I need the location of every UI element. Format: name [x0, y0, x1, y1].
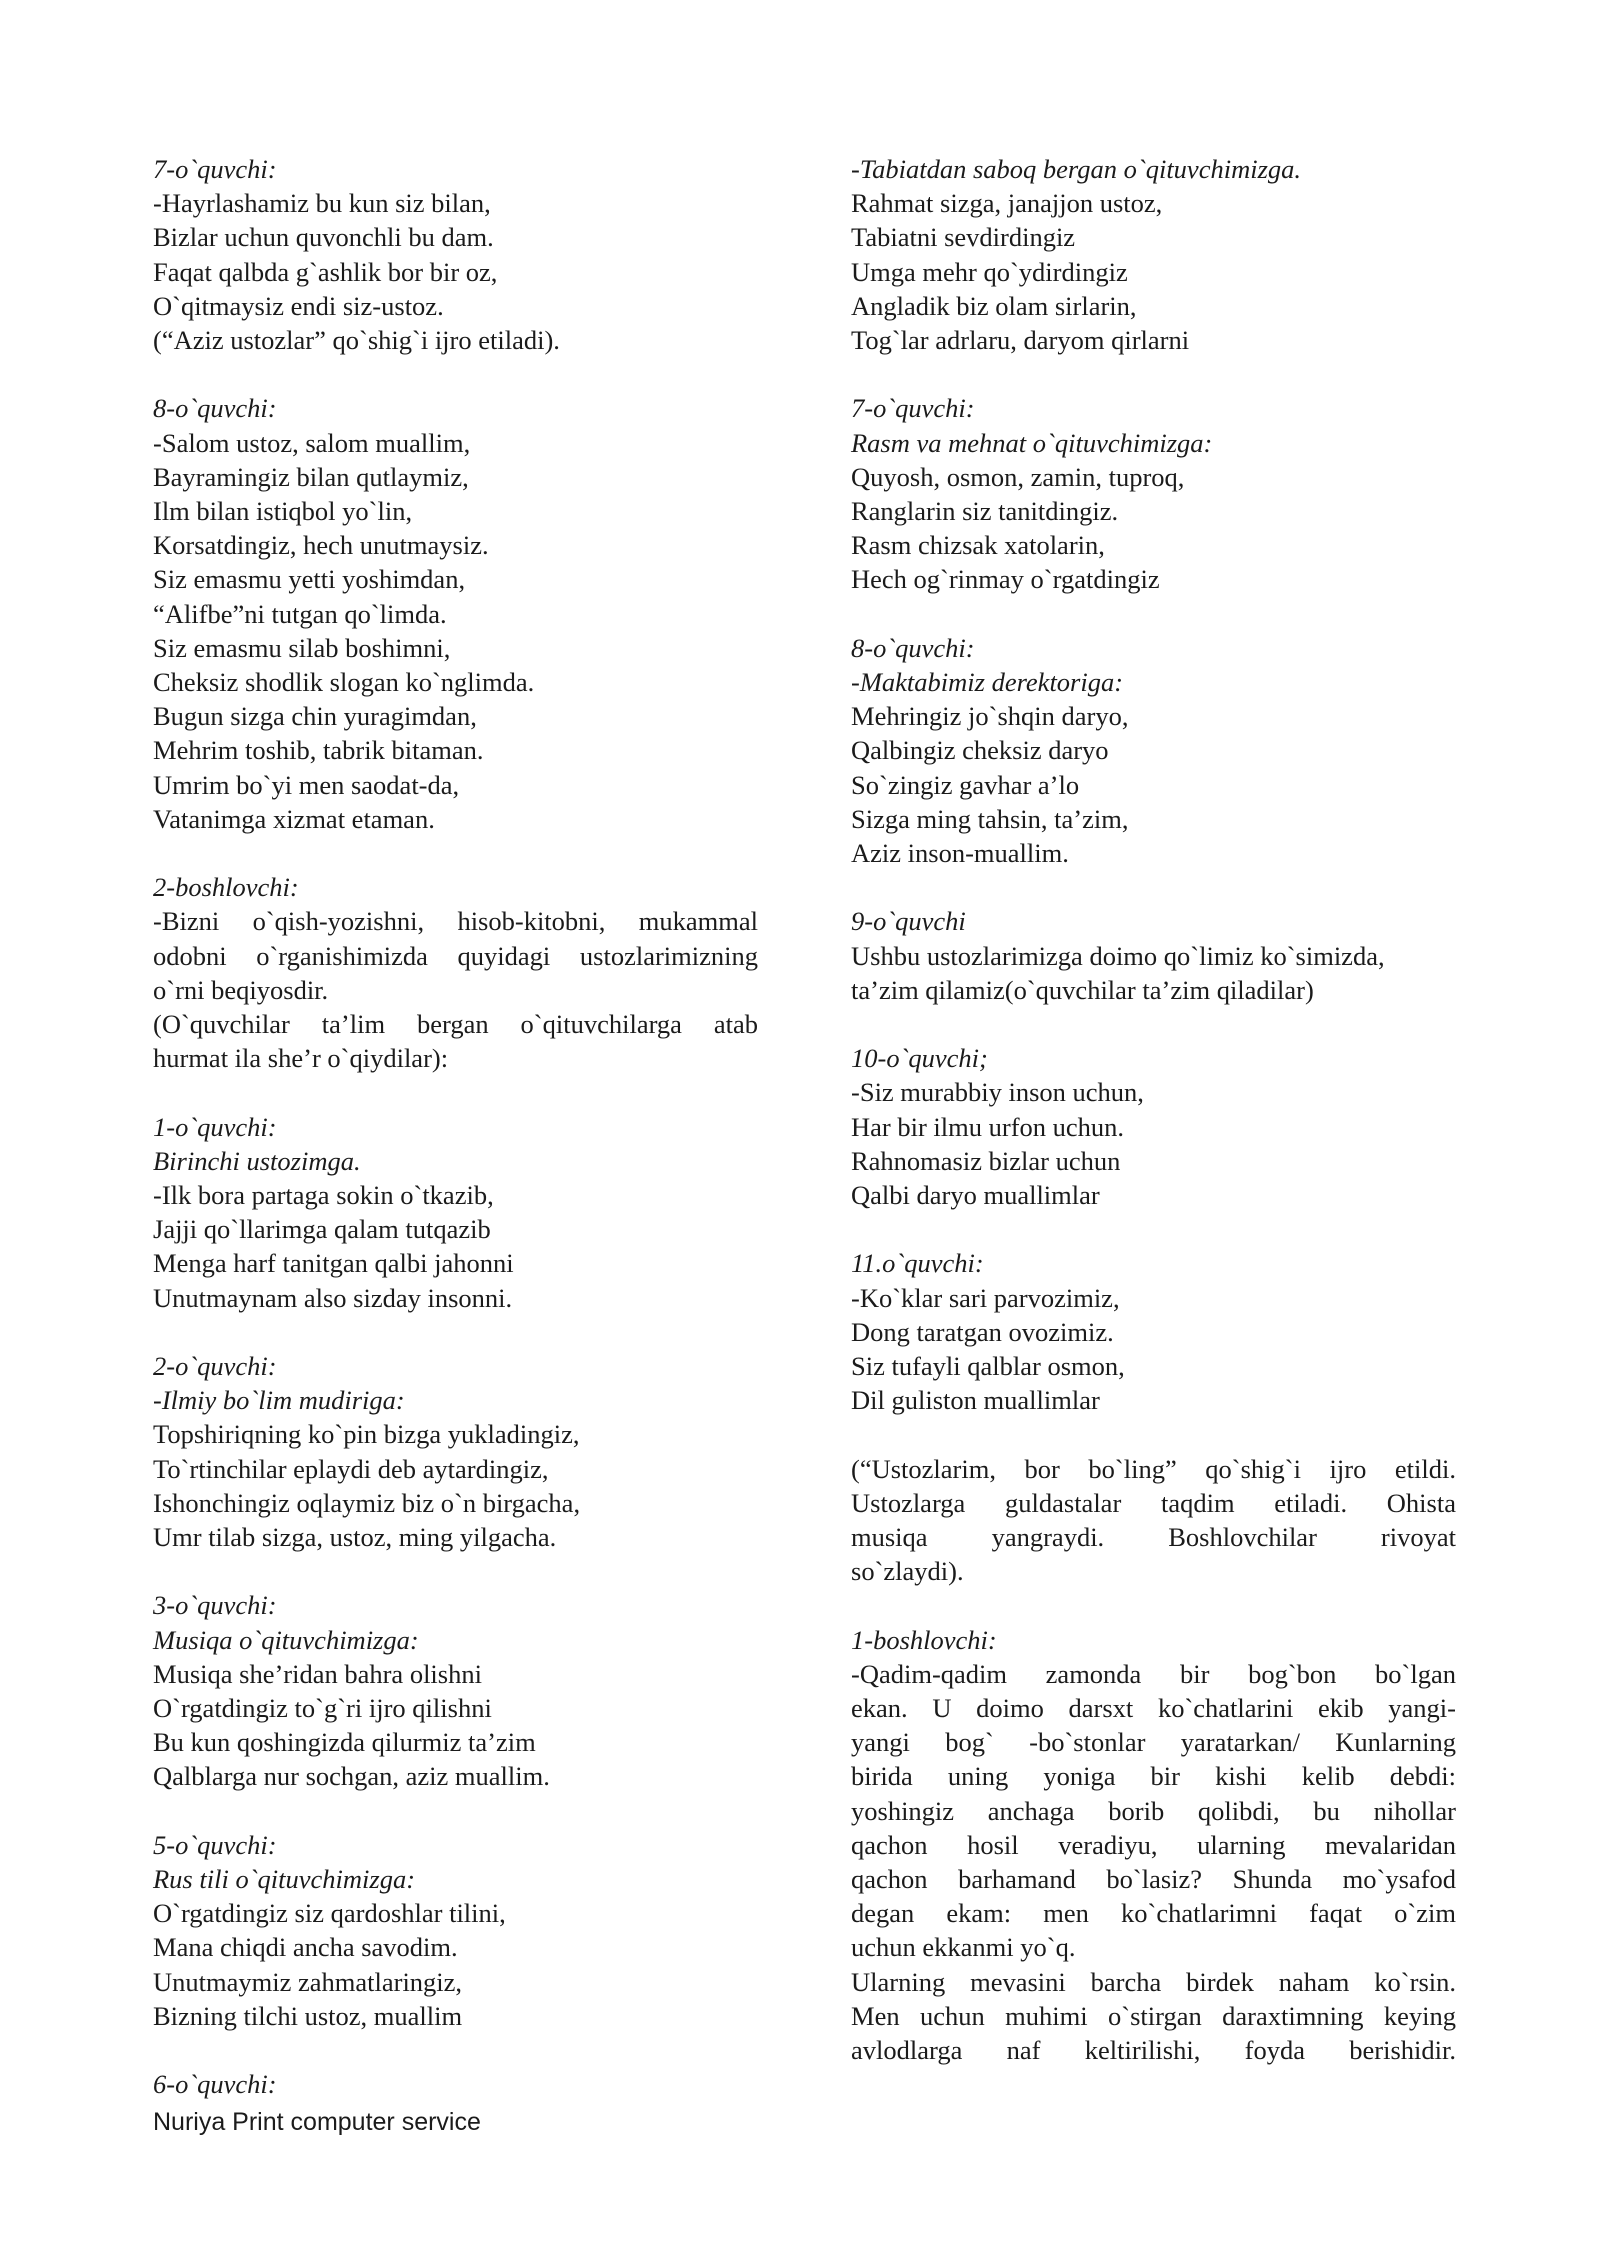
text-line: Cheksiz shodlik slogan ko`nglimda.: [153, 667, 535, 698]
text-line: (“Aziz ustozlar” qo`shig`i ijro etiladi).: [153, 325, 560, 356]
text-line: so`zlaydi).: [851, 1556, 964, 1587]
text-line: Umr tilab sizga, ustoz, ming yilgacha.: [153, 1522, 557, 1553]
text-line: Unutmaynam also sizday insonni.: [153, 1282, 513, 1313]
text-line: Ushbu ustozlarimizga doimo qo`limiz ko`simizda,: [851, 940, 1385, 971]
section-heading: 7-o`quvchi:: [851, 393, 975, 424]
text-line: yoshingiz anchaga borib qolibdi, bu nihollar: [851, 1795, 1456, 1826]
text-block: [153, 152, 758, 357]
text-line: O`rgatdingiz siz qardoshlar tilini,: [153, 1898, 506, 1929]
text-line: Men uchun muhimi o`stirgan daraxtimning keying: [851, 2000, 1456, 2031]
text-line: Angladik biz olam sirlarin,: [851, 290, 1137, 321]
text-line: Bizlar uchun quvonchli bu dam.: [153, 222, 494, 253]
section-heading: 8-o`quvchi:: [153, 393, 277, 424]
text-line: Musiqa she’ridan bahra olishni: [153, 1658, 482, 1689]
section-heading: 2-boshlovchi:: [153, 872, 299, 903]
text-line: Rahmat sizga, janajjon ustoz,: [851, 188, 1163, 219]
text-line: Bayramingiz bilan qutlaymiz,: [153, 461, 469, 492]
text-line: Sizga ming tahsin, ta’zim,: [851, 803, 1129, 834]
text-line: -Salom ustoz, salom muallim,: [153, 427, 471, 458]
text-block: [153, 1110, 758, 1315]
section-heading: -Tabiatdan saboq bergan o`qituvchimizga.: [851, 154, 1302, 184]
text-block: [153, 391, 758, 836]
text-line: -Siz murabbiy inson uchun,: [851, 1077, 1144, 1108]
text-line: Bugun sizga chin yuragimdan,: [153, 701, 477, 732]
text-line: Mehringiz jo`shqin daryo,: [851, 701, 1129, 732]
text-line: O`rgatdingiz to`g`ri ijro qilishni: [153, 1693, 492, 1724]
text-block: [851, 904, 1456, 1007]
right-text-column: [851, 152, 1456, 2101]
text-line: Vatanimga xizmat etaman.: [153, 803, 435, 834]
section-heading: 3-o`quvchi:: [153, 1590, 277, 1621]
section-heading: 1-o`quvchi:: [153, 1111, 277, 1142]
text-line: (O`quvchilar ta’lim bergan o`qituvchilarga atab: [153, 1009, 758, 1040]
text-line: Dil guliston muallimlar: [851, 1385, 1100, 1416]
text-line: -Qadim-qadim zamonda bir bog`bon bo`lgan: [851, 1658, 1456, 1689]
text-line: Qalbi daryo muallimlar: [851, 1180, 1100, 1211]
text-line: yangi bog` -bo`stonlar yaratarkan/ Kunlarning: [851, 1727, 1456, 1758]
section-heading: -Ilmiy bo`lim mudiriga:: [153, 1385, 405, 1416]
text-line: avlodlarga naf keltirilishi, foyda berishidir.: [851, 2035, 1456, 2066]
text-line: Mehrim toshib, tabrik bitaman.: [153, 735, 484, 766]
section-heading: -Maktabimiz derektoriga:: [851, 667, 1124, 698]
text-line: “Alifbe”ni tutgan qo`limda.: [153, 598, 447, 629]
text-line: Bizning tilchi ustoz, muallim: [153, 2000, 463, 2031]
text-line: So`zingiz gavhar a’lo: [851, 769, 1080, 800]
text-line: Tabiatni sevdirdingiz: [851, 222, 1076, 253]
text-line: Ranglarin siz tanitdingiz.: [851, 496, 1119, 527]
text-line: -Ilk bora partaga sokin o`tkazib,: [153, 1180, 494, 1211]
text-line: Ularning mevasini barcha birdek naham ko`rsin.: [851, 1966, 1456, 1997]
section-heading: 1-boshlovchi:: [851, 1624, 997, 1655]
text-line: Bu kun qoshingizda qilurmiz ta’zim: [153, 1727, 536, 1758]
section-heading: Musiqa o`qituvchimizga:: [153, 1624, 419, 1655]
section-heading: 7-o`quvchi:: [153, 154, 277, 184]
text-line: Siz tufayli qalblar osmon,: [851, 1351, 1125, 1382]
text-line: Tog`lar adrlaru, daryom qirlarni: [851, 325, 1190, 356]
section-heading: 10-o`quvchi;: [851, 1043, 988, 1074]
section-heading: 2-o`quvchi:: [153, 1351, 277, 1382]
text-line: ta’zim qilamiz(o`quvchilar ta’zim qiladilar): [851, 974, 1314, 1005]
text-line: Unutmaymiz zahmatlaringiz,: [153, 1966, 463, 1997]
text-line: Siz emasmu silab boshimni,: [153, 632, 451, 663]
text-line: qachon barhamand bo`lasiz? Shunda mo`ysafod: [851, 1864, 1456, 1895]
text-line: odobni o`rganishimizda quyidagi ustozlarimizning: [153, 940, 758, 971]
text-line: uchun ekkanmi yo`q.: [851, 1932, 1076, 1963]
text-block: [153, 1828, 758, 2033]
text-block: [153, 1588, 758, 1793]
text-line: O`qitmaysiz endi siz-ustoz.: [153, 290, 444, 321]
text-line: Ilm bilan istiqbol yo`lin,: [153, 496, 413, 527]
text-block: [153, 2067, 758, 2101]
text-block: [851, 152, 1456, 357]
text-line: qachon hosil veradiyu, ularning mevalaridan: [851, 1829, 1456, 1860]
text-line: Ustozlarga guldastalar taqdim etiladi. Ohista: [851, 1487, 1456, 1518]
section-heading: 8-o`quvchi:: [851, 632, 975, 663]
text-line: -Hayrlashamiz bu kun siz bilan,: [153, 188, 491, 219]
text-block: [851, 1452, 1456, 1589]
text-line: To`rtinchilar eplaydi deb aytardingiz,: [153, 1453, 549, 1484]
text-line: -Bizni o`qish-yozishni, hisob-kitobni, mukammal: [153, 906, 758, 937]
text-line: Qalblarga nur sochgan, aziz muallim.: [153, 1761, 550, 1792]
section-heading: 9-o`quvchi: [851, 906, 966, 937]
text-line: Aziz inson-muallim.: [851, 838, 1069, 869]
text-block: [851, 391, 1456, 596]
text-line: degan ekam: men ko`chatlarimni faqat o`zim: [851, 1898, 1456, 1929]
text-block: [851, 631, 1456, 870]
text-line: Rahnomasiz bizlar uchun: [851, 1145, 1121, 1176]
text-line: Ishonchingiz oqlaymiz biz o`n birgacha,: [153, 1487, 581, 1518]
page-footer: Nuriya Print computer service: [153, 2108, 481, 2136]
text-line: Umrim bo`yi men saodat-da,: [153, 769, 460, 800]
text-block: [851, 1041, 1456, 1212]
section-heading: Rus tili o`qituvchimizga:: [153, 1864, 416, 1895]
text-line: -Ko`klar sari parvozimiz,: [851, 1282, 1120, 1313]
text-line: Faqat qalbda g`ashlik bor bir oz,: [153, 256, 498, 287]
text-block: [851, 1246, 1456, 1417]
text-line: Siz emasmu yetti yoshimdan,: [153, 564, 466, 595]
text-line: Rasm chizsak xatolarin,: [851, 530, 1105, 561]
text-block: [851, 1623, 1456, 2068]
text-line: Umga mehr qo`ydirdingiz: [851, 256, 1128, 287]
text-line: Har bir ilmu urfon uchun.: [851, 1111, 1125, 1142]
text-line: birida uning yoniga bir kishi kelib debdi:: [851, 1761, 1456, 1792]
section-heading: 11.o`quvchi:: [851, 1248, 984, 1279]
text-line: Topshiriqning ko`pin bizga yukladingiz,: [153, 1419, 580, 1450]
section-heading: Birinchi ustozimga.: [153, 1145, 361, 1176]
text-block: [153, 1349, 758, 1554]
text-line: Korsatdingiz, hech unutmaysiz.: [153, 530, 489, 561]
section-heading: 5-o`quvchi:: [153, 1829, 277, 1860]
text-line: Quyosh, osmon, zamin, tuproq,: [851, 461, 1185, 492]
left-text-column: [153, 152, 758, 2136]
text-line: Hech og`rinmay o`rgatdingiz: [851, 564, 1160, 595]
text-line: ekan. U doimo darsxt ko`chatlarini ekib yangi-: [851, 1693, 1456, 1724]
text-line: Dong taratgan ovozimiz.: [851, 1316, 1114, 1347]
section-heading: 6-o`quvchi:: [153, 2069, 277, 2100]
text-line: Qalbingiz cheksiz daryo: [851, 735, 1109, 766]
section-heading: Rasm va mehnat o`qituvchimizga:: [851, 427, 1213, 458]
text-line: o`rni beqiyosdir.: [153, 974, 329, 1005]
text-line: Jajji qo`llarimga qalam tutqazib: [153, 1214, 491, 1245]
text-line: hurmat ila she’r o`qiydilar):: [153, 1043, 449, 1074]
text-line: (“Ustozlarim, bor bo`ling” qo`shig`i ijro etildi.: [851, 1453, 1456, 1484]
text-block: [153, 870, 758, 1075]
text-line: musiqa yangraydi. Boshlovchilar rivoyat: [851, 1522, 1456, 1553]
text-line: Mana chiqdi ancha savodim.: [153, 1932, 458, 1963]
text-line: Menga harf tanitgan qalbi jahonni: [153, 1248, 514, 1279]
